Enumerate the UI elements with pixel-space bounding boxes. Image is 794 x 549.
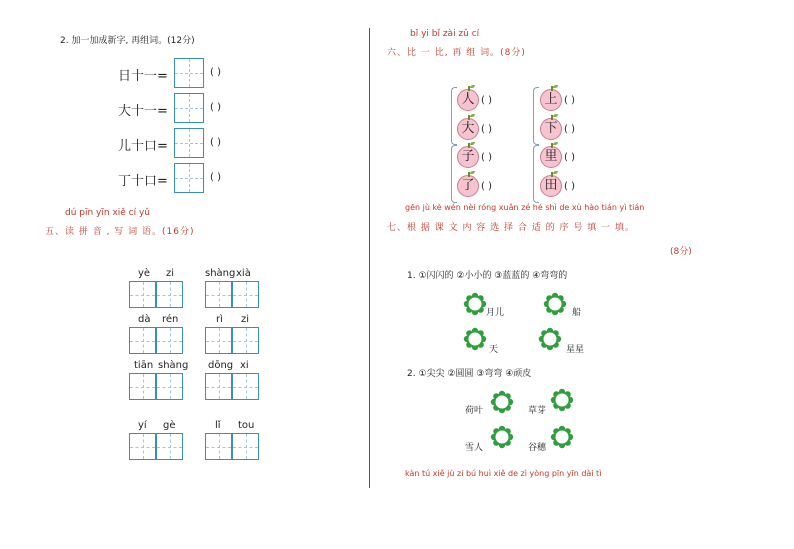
q7-part2-options: 2. ①尖尖 ②圆圆 ③弯弯 ④顽皮 (407, 369, 532, 379)
q5-pinyin-7a: yí (138, 420, 147, 431)
q5-pinyin-5b: shàng (158, 360, 189, 371)
q6-title: 六、比 一 比, 再 组 词。(8分) (387, 48, 526, 58)
q5-box-8a[interactable] (205, 433, 232, 460)
q6-paren-left-4[interactable]: ( ) (481, 181, 492, 192)
q6-char-left-1: 人 (457, 89, 479, 111)
q7-part1-word-4: 星星 (566, 345, 585, 355)
q6-brace-right-2 (533, 145, 539, 203)
q5-pinyin-7b: gè (163, 420, 176, 431)
q6-char-right-2: 下 (540, 118, 562, 140)
q6-brace-right-1 (533, 87, 539, 145)
q2-expr-3: 儿十口= (118, 139, 168, 154)
q7-part2-word-2: 草芽 (528, 406, 547, 416)
q7-part2-word-1: 荷叶 (465, 406, 484, 416)
q7-part1-word-2: 船 (572, 308, 582, 318)
q6-paren-right-3[interactable]: ( ) (564, 152, 575, 163)
q7-part2-word-3: 雪人 (465, 443, 484, 453)
q7-title-pinyin: gēn jù kè wén nèi róng xuǎn zé hé shì de xù hào tián yì tián (405, 203, 645, 212)
q2-expr-4: 丁十口= (118, 174, 168, 189)
q6-title-pinyin: bǐ yi bǐ zài zǔ cí (410, 29, 480, 39)
q5-pinyin-3b: rén (162, 314, 179, 325)
flower-blank-2[interactable] (543, 292, 567, 316)
q5-pinyin-6b: xi (240, 360, 249, 371)
q2-paren-4[interactable]: ( ) (210, 172, 221, 183)
q7-score: (8分) (670, 247, 692, 257)
q5-box-4a[interactable] (205, 327, 232, 354)
q5-pinyin-2b: xià (236, 268, 251, 279)
q2-expr-2: 大十一= (118, 104, 168, 119)
q6-brace-left-2 (451, 145, 457, 203)
q7-part1-word-3: 天 (489, 345, 499, 355)
q5-box-5a[interactable] (129, 373, 156, 400)
q6-char-left-3: 子 (457, 146, 479, 168)
q5-box-1b[interactable] (156, 281, 183, 308)
q2-paren-1[interactable]: ( ) (210, 67, 221, 78)
q2-paren-3[interactable]: ( ) (210, 137, 221, 148)
flower-blank-8[interactable] (550, 425, 574, 449)
q5-title: 五、读 拼 音 , 写 词 语。(16分) (45, 227, 195, 237)
q6-char-right-1: 上 (540, 89, 562, 111)
q6-paren-right-2[interactable]: ( ) (564, 124, 575, 135)
q5-box-2a[interactable] (205, 281, 232, 308)
q5-pinyin-1b: zi (166, 268, 175, 279)
q2-paren-2[interactable]: ( ) (210, 102, 221, 113)
q5-pinyin-8b: tou (238, 420, 255, 431)
q2-answer-box-2[interactable] (174, 93, 204, 123)
q6-char-left-2: 大 (457, 118, 479, 140)
q5-box-3a[interactable] (129, 327, 156, 354)
q5-pinyin-4b: zi (241, 314, 250, 325)
q5-box-4b[interactable] (232, 327, 259, 354)
q7-part1-word-1: 月儿 (486, 308, 505, 318)
flower-blank-5[interactable] (490, 390, 514, 414)
q5-box-7b[interactable] (156, 433, 183, 460)
q5-pinyin-1a: yè (138, 268, 151, 279)
q6-char-left-4: 了 (457, 175, 479, 197)
q6-brace-left-1 (451, 87, 457, 145)
q7-part1-options: 1. ①闪闪的 ②小小的 ③蓝蓝的 ④弯弯的 (407, 271, 568, 281)
q5-box-6b[interactable] (232, 373, 259, 400)
q2-expr-1: 日十一= (118, 69, 168, 84)
q7-title: 七、根 据 课 文 内 容 选 择 合 适 的 序 号 填 一 填。 (387, 223, 635, 233)
q5-pinyin-3a: dà (138, 314, 151, 325)
q5-box-5b[interactable] (156, 373, 183, 400)
flower-blank-6[interactable] (550, 388, 574, 412)
q7-part2-word-4: 谷穗 (528, 443, 547, 453)
q6-paren-right-4[interactable]: ( ) (564, 181, 575, 192)
flower-blank-1[interactable] (463, 292, 487, 316)
q6-paren-left-3[interactable]: ( ) (481, 152, 492, 163)
flower-blank-4[interactable] (538, 327, 562, 351)
q8-title-pinyin: kàn tú xiě jù zi bú huì xiě de zì yòng pīn yīn dài tì (405, 469, 602, 478)
q5-box-8b[interactable] (232, 433, 259, 460)
q2-answer-box-4[interactable] (174, 163, 204, 193)
q5-pinyin-2a: shàng (205, 268, 236, 279)
q5-title-pinyin: dú pīn yīn xiě cí yǔ (65, 208, 151, 218)
q6-paren-right-1[interactable]: ( ) (564, 95, 575, 106)
q2-answer-box-3[interactable] (174, 128, 204, 158)
q5-pinyin-8a: lǐ (215, 420, 221, 431)
q5-pinyin-6a: dōng (208, 360, 234, 371)
q2-title: 2. 加一加成新字, 再组词。(12分) (60, 36, 195, 46)
q6-paren-left-2[interactable]: ( ) (481, 124, 492, 135)
flower-blank-3[interactable] (463, 327, 487, 351)
flower-blank-7[interactable] (490, 425, 514, 449)
q6-paren-left-1[interactable]: ( ) (481, 95, 492, 106)
page-divider (369, 28, 370, 488)
q2-answer-box-1[interactable] (174, 58, 204, 88)
q5-pinyin-4a: rì (216, 314, 223, 325)
q5-box-3b[interactable] (156, 327, 183, 354)
q5-pinyin-5a: tiān (134, 360, 154, 371)
q5-box-1a[interactable] (129, 281, 156, 308)
q5-box-6a[interactable] (205, 373, 232, 400)
q5-box-2b[interactable] (232, 281, 259, 308)
q6-char-right-4: 田 (540, 175, 562, 197)
q6-char-right-3: 里 (540, 146, 562, 168)
q5-box-7a[interactable] (129, 433, 156, 460)
